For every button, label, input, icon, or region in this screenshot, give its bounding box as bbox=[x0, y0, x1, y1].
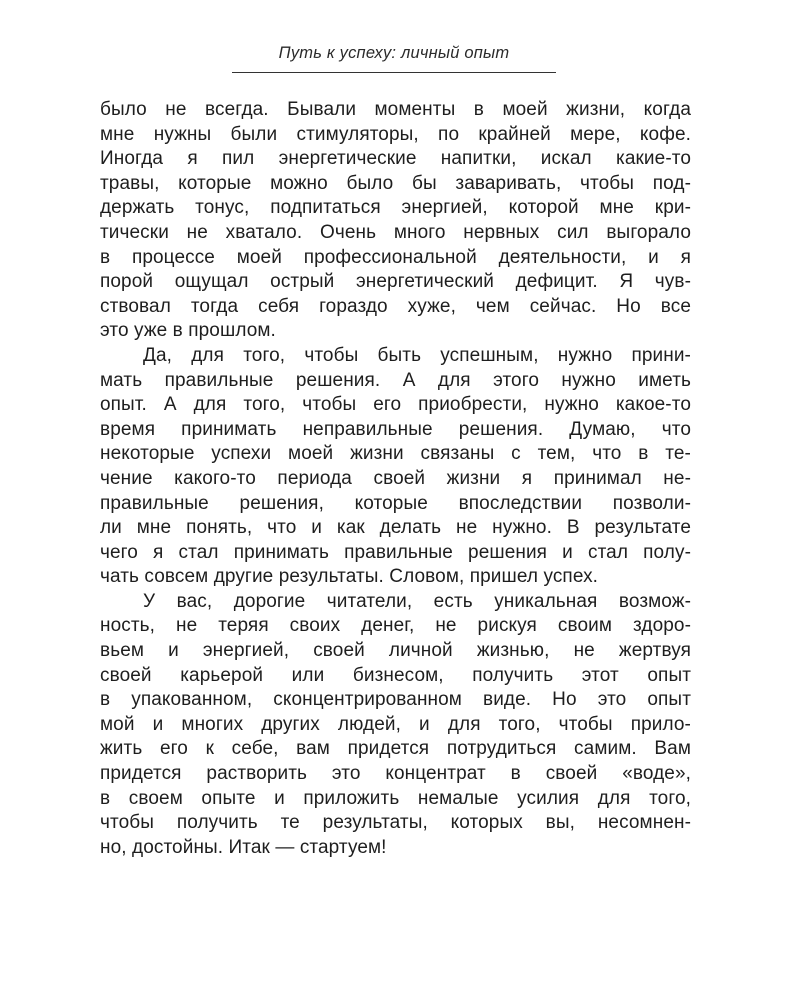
text-line: время принимать неправильные решения. Думаю, что bbox=[100, 418, 691, 440]
text-line: было не всегда. Бывали моменты в моей жизни, когда bbox=[100, 99, 691, 120]
text-line: травы, которые можно было бы заваривать, чтобы под- bbox=[100, 172, 691, 194]
text-line: мой и многих других людей, и для того, чтобы прило- bbox=[100, 713, 691, 735]
text-line: в упакованном, сконцентрированном виде. Но это опыт bbox=[100, 689, 691, 711]
text-line: жить его к себе, вам придется потрудиться самим. Вам bbox=[100, 738, 691, 760]
text-line: мать правильные решения. А для этого нужно иметь bbox=[100, 369, 691, 391]
text-line: в процессе моей профессиональной деятельности, и я bbox=[100, 246, 691, 268]
text-line: чать совсем другие результаты. Словом, пришел успех. bbox=[100, 566, 599, 588]
text-line: некоторые успехи моей жизни связаны с тем, что в те- bbox=[100, 443, 691, 465]
text-line: тически не хватало. Очень много нервных сил выгорало bbox=[100, 221, 691, 243]
text-line: опыт. А для того, чтобы его приобрести, нужно какое-то bbox=[100, 394, 691, 416]
text-line: но, достойны. Итак — стартуем! bbox=[100, 836, 387, 858]
text-line: У вас, дорогие читатели, есть уникальная возмож- bbox=[143, 590, 691, 612]
text-line: держать тонус, подпитаться энергией, которой мне кри- bbox=[100, 197, 691, 219]
running-header-title: Путь к успеху: личный опыт bbox=[278, 44, 510, 62]
text-line: чение какого-то периода своей жизни я принимал не- bbox=[100, 467, 691, 489]
text-line: ли мне понять, что и как делать не нужно. В результате bbox=[100, 517, 691, 539]
body-text bbox=[100, 98, 691, 860]
text-line: правильные решения, которые впоследствии позволи- bbox=[100, 492, 691, 514]
header-rule bbox=[232, 72, 556, 73]
text-line: порой ощущал острый энергетический дефицит. Я чув- bbox=[100, 271, 691, 293]
text-line: своей карьерой или бизнесом, получить этот опыт bbox=[100, 664, 691, 686]
text-line: это уже в прошлом. bbox=[100, 320, 276, 342]
text-line: Иногда я пил энергетические напитки, искал какие-то bbox=[100, 148, 691, 170]
text-line: чтобы получить те результаты, которых вы, несомнен- bbox=[100, 812, 691, 834]
text-line: ствовал тогда себя гораздо хуже, чем сейчас. Но все bbox=[100, 295, 691, 317]
text-line: чего я стал принимать правильные решения и стал полу- bbox=[100, 541, 691, 563]
text-line: в своем опыте и приложить немалые усилия для того, bbox=[100, 787, 691, 809]
text-line: мне нужны были стимуляторы, по крайней мере, кофе. bbox=[100, 123, 691, 145]
text-line: придется растворить это концентрат в своей «воде», bbox=[100, 763, 691, 785]
text-line: Да, для того, чтобы быть успешным, нужно прини- bbox=[143, 344, 691, 366]
text-line: вьем и энергией, своей личной жизнью, не жертвуя bbox=[100, 640, 691, 662]
text-line: ность, не теряя своих денег, не рискуя своим здоро- bbox=[100, 615, 691, 637]
